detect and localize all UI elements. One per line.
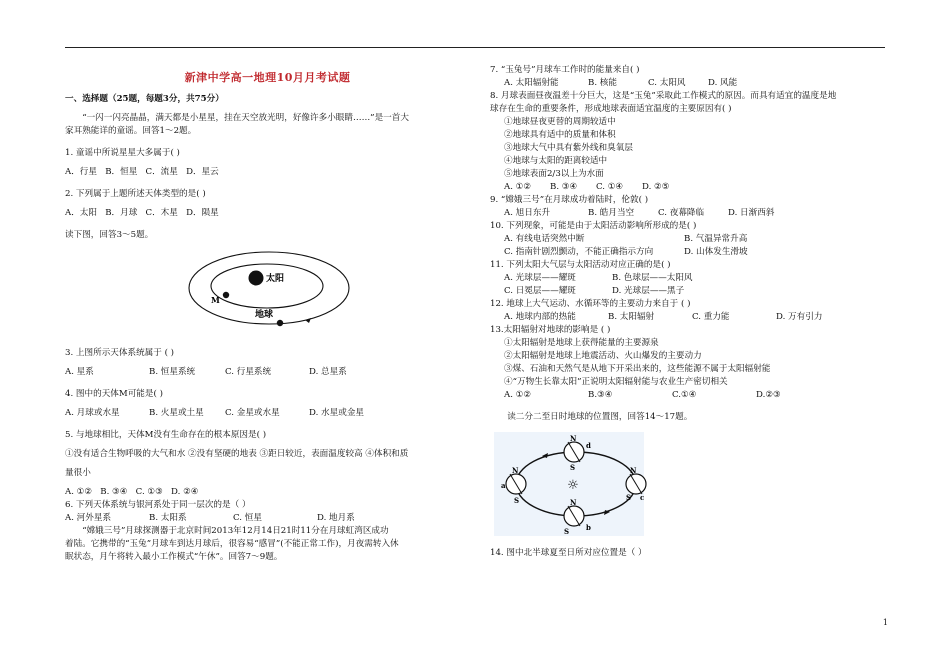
planet-m xyxy=(223,292,229,298)
svg-text:S: S xyxy=(514,496,520,505)
q7-option-a: A. 太阳辐射能 xyxy=(504,78,559,88)
svg-text:S: S xyxy=(626,493,632,502)
right-column xyxy=(490,64,890,560)
q5-body-1: ①没有适合生物呼吸的大气和水 ②没有坚硬的地表 ③距日较近，表面温度较高 ④体积和质 xyxy=(65,449,409,459)
q1-options xyxy=(65,166,470,179)
q2-option-b: B．月球 xyxy=(105,208,138,218)
svg-text:c: c xyxy=(640,493,645,502)
q11-option-a: A. 光球层——耀斑 xyxy=(504,273,576,283)
q13-item-1: ①太阳辐射是地球上获得能量的主要源泉 xyxy=(504,338,659,348)
q9-options xyxy=(490,207,890,220)
svg-text:N: N xyxy=(570,498,577,507)
q4-option-d: D. 水星或金星 xyxy=(309,408,365,418)
q5-option-c: C. ①③ xyxy=(135,487,163,497)
orbit-arrow xyxy=(305,318,311,323)
q7-option-d: D. 风能 xyxy=(708,78,738,88)
svg-text:a: a xyxy=(501,481,506,490)
q10-option-b: B. 气温异常升高 xyxy=(684,234,748,244)
q12-option-d: D. 万有引力 xyxy=(776,312,823,322)
q12-option-c: C. 重力能 xyxy=(692,312,730,322)
q11-options-row-1 xyxy=(490,272,890,285)
q10-options-row-1 xyxy=(490,233,890,246)
svg-text:N: N xyxy=(570,434,577,443)
q14-stem: 14. 图中北半球夏至日所对应位置是（ ） xyxy=(490,548,647,558)
q8-option-d: D. ②⑤ xyxy=(642,182,670,192)
solar-system-figure xyxy=(183,248,353,336)
svg-text:b: b xyxy=(586,523,591,532)
q12-option-b: B. 太阳辐射 xyxy=(608,312,655,322)
q12-options xyxy=(490,311,890,324)
q8-option-a: A. ①② xyxy=(504,182,532,192)
q5-option-a: A. ①② xyxy=(65,487,93,497)
q13-option-a: A. ①② xyxy=(504,390,532,400)
q8-item-5: ⑤地球表面2/3以上为水面 xyxy=(504,169,604,179)
q4-stem: 4. 图中的天体M可能是( ) xyxy=(65,389,163,399)
q3-stem: 3. 上图所示天体系统属于 ( ) xyxy=(65,348,175,358)
q6-option-a: A. 河外星系 xyxy=(65,513,112,523)
q9-option-a: A. 旭日东升 xyxy=(504,208,551,218)
q3-option-d: D. 总星系 xyxy=(309,367,347,377)
intro-line-1: “一闪一闪亮晶晶，满天都是小星星，挂在天空放光明，好像许多小眼睛……”是一首大 xyxy=(82,113,409,123)
q9-option-b: B. 皓月当空 xyxy=(588,208,635,218)
q6-option-b: B. 太阳系 xyxy=(149,513,187,523)
m-label: M xyxy=(211,295,220,305)
exam-title: 新津中学高一地理10月月考试题 xyxy=(184,71,351,84)
q11-option-b: B. 色球层——太阳风 xyxy=(612,273,693,283)
earth-circle xyxy=(277,320,283,326)
q8-item-1: ①地球昼夜更替的周期较适中 xyxy=(504,117,616,127)
svg-text:S: S xyxy=(570,463,576,472)
q8-option-c: C. ①④ xyxy=(596,182,624,192)
q2-stem: 2. 下列属于上题所述天体类型的是( ) xyxy=(65,189,206,199)
q11-option-d: D. 光球层——黑子 xyxy=(612,286,685,296)
svg-text:S: S xyxy=(564,527,570,536)
read-instruction-1: 读下图，回答3～5题。 xyxy=(65,230,154,240)
q9-stem: 9. “嫦娥三号”在月球成功着陆时，伦敦( ) xyxy=(490,195,649,205)
q13-item-2: ②太阳辐射是地球上地震活动、火山爆发的主要动力 xyxy=(504,351,702,361)
q5-body-2: 量很小 xyxy=(65,468,91,478)
svg-text:N: N xyxy=(630,466,637,475)
q7-stem: 7. “玉兔号”月球车工作时的能量来自( ) xyxy=(490,65,640,75)
q1-option-a: A．行星 xyxy=(65,167,97,177)
q13-option-d: D.②③ xyxy=(756,390,781,400)
q4-option-c: C. 金星或水星 xyxy=(225,408,280,418)
earth-label: 地球 xyxy=(255,310,274,320)
q2-option-d: D．陨星 xyxy=(186,208,219,218)
q11-options-row-2 xyxy=(490,285,890,298)
earth-orbit-figure xyxy=(490,428,650,538)
q2-option-c: C．木星 xyxy=(145,208,178,218)
q8-stem-1: 8. 月球表面昼夜温差十分巨大，这是“玉兔”采取此工作模式的原因。而具有适宜的温度是地 xyxy=(490,91,837,101)
q10-option-d: D. 山体发生滑坡 xyxy=(684,247,748,257)
q12-option-a: A. 地球内部的热能 xyxy=(504,312,576,322)
q13-item-4: ④“万物生长靠太阳”正说明太阳辐射能与农业生产密切相关 xyxy=(504,377,728,387)
q4-options xyxy=(65,407,470,420)
passage-line-2: 着陆。它携带的“玉兔”月球车到达月球后，很容易“感冒”(不能正常工作)，月夜需转入休 xyxy=(65,539,399,549)
q8-options xyxy=(490,181,890,194)
q7-option-c: C. 太阳风 xyxy=(648,78,686,88)
svg-text:d: d xyxy=(586,441,591,450)
q13-options xyxy=(490,389,890,402)
page-number: 1 xyxy=(882,618,888,627)
sun-circle xyxy=(249,271,264,286)
q9-option-c: C. 夜幕降临 xyxy=(658,208,705,218)
q8-stem-2: 球存在生命的重要条件，形成地球表面适宜温度的主要原因有( ) xyxy=(490,104,732,114)
read-instruction-2: 读二分二至日时地球的位置图，回答14～17题。 xyxy=(507,412,693,422)
q6-option-c: C. 恒星 xyxy=(233,513,262,523)
svg-text:N: N xyxy=(512,466,519,475)
q3-option-b: B. 恒星系统 xyxy=(149,367,196,377)
q12-stem: 12. 地球上大气运动、水循环等的主要动力来自于 ( ) xyxy=(490,299,691,309)
q8-item-4: ④地球与太阳的距离较适中 xyxy=(504,156,608,166)
q7-option-b: B. 核能 xyxy=(588,78,617,88)
q6-stem: 6. 下列天体系统与银河系处于同一层次的是（ ） xyxy=(65,500,251,510)
q10-option-c: C. 指南针剧烈颤动，不能正确指示方向 xyxy=(504,247,654,257)
q4-option-b: B. 火星或土星 xyxy=(149,408,204,418)
q3-options xyxy=(65,366,470,379)
q9-option-d: D. 日渐西斜 xyxy=(728,208,775,218)
left-column xyxy=(65,64,470,564)
q8-option-b: B. ③④ xyxy=(550,182,578,192)
q8-item-3: ③地球大气中具有紫外线和臭氧层 xyxy=(504,143,633,153)
q1-stem: 1. 童谣中所说星星大多属于( ) xyxy=(65,148,180,158)
q5-stem: 5. 与地球相比，天体M没有生命存在的根本原因是( ) xyxy=(65,430,267,440)
q13-item-3: ③煤、石油和天然气是从地下开采出来的，这些能源不属于太阳辐射能 xyxy=(504,364,771,374)
q1-option-d: D．星云 xyxy=(186,167,219,177)
q6-options xyxy=(65,512,470,525)
q13-stem: 13.太阳辐射对地球的影响是 ( ) xyxy=(490,325,611,335)
header-rule xyxy=(65,47,885,48)
q5-options xyxy=(65,486,470,499)
sun-icon: ☼ xyxy=(567,478,579,493)
q13-option-c: C.①④ xyxy=(672,390,697,400)
q3-option-a: A. 星系 xyxy=(65,367,94,377)
q11-option-c: C. 日冕层——耀斑 xyxy=(504,286,576,296)
q6-option-d: D. 地月系 xyxy=(317,513,355,523)
q2-option-a: A．太阳 xyxy=(65,208,97,218)
q11-stem: 11. 下列太阳大气层与太阳活动对应正确的是( ) xyxy=(490,260,671,270)
q2-options xyxy=(65,207,470,220)
q1-option-b: B．恒星 xyxy=(105,167,138,177)
q4-option-a: A. 月球或水星 xyxy=(65,408,120,418)
q13-option-b: B.③④ xyxy=(588,390,613,400)
passage-line-3: 眠状态，月午将转入最小工作模式“午休”。回答7～9题。 xyxy=(65,552,283,562)
inner-orbit xyxy=(211,264,323,308)
q10-stem: 10. 下列现象，可能是由于太阳活动影响所形成的是( ) xyxy=(490,221,697,231)
q3-option-c: C. 行星系统 xyxy=(225,367,272,377)
passage-line-1: “嫦娥三号”月球探测器于北京时间2013年12月14日21时11分在月球虹湾区成功 xyxy=(82,526,389,536)
q1-option-c: C．流星 xyxy=(145,167,178,177)
q10-option-a: A. 有线电话突然中断 xyxy=(504,234,585,244)
intro-line-2: 家耳熟能详的童谣。回答1～2题。 xyxy=(65,126,197,136)
q7-options xyxy=(490,77,890,90)
q5-option-d: D. ②④ xyxy=(171,487,199,497)
q10-options-row-2 xyxy=(490,246,890,259)
q5-option-b: B. ③④ xyxy=(100,487,128,497)
q8-item-2: ②地球具有适中的质量和体积 xyxy=(504,130,616,140)
sun-label: 太阳 xyxy=(266,274,285,284)
section-heading: 一、选择题（25题，每题3分，共75分） xyxy=(65,94,224,104)
